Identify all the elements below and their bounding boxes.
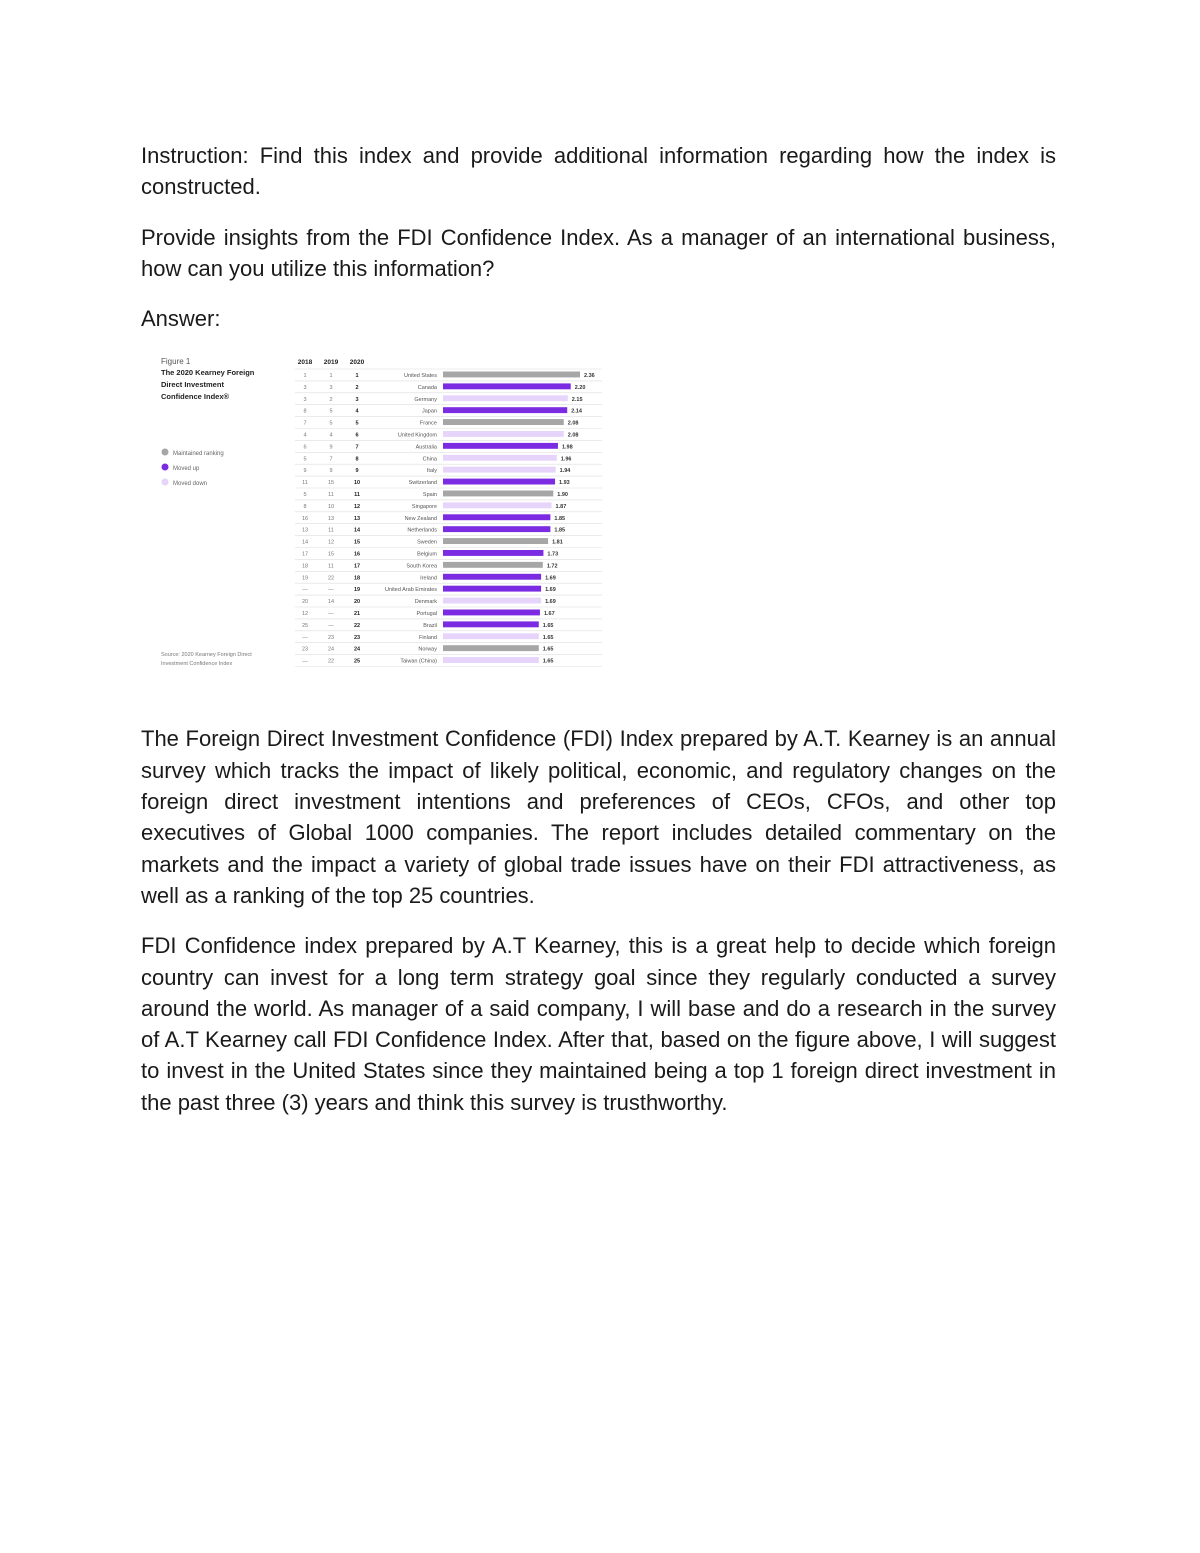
- data-bar: [443, 658, 539, 664]
- chart-title-line: Direct Investment: [161, 380, 224, 390]
- rank-2019: 11: [328, 528, 334, 535]
- source-line: Source: 2020 Kearney Foreign Direct: [161, 652, 252, 659]
- rank-2020: 16: [353, 551, 361, 558]
- rank-2020: 4: [355, 409, 359, 416]
- rank-2018: 18: [301, 563, 309, 570]
- rank-2018: 20: [301, 599, 309, 606]
- data-bar: [443, 598, 541, 604]
- value-label: 1.67: [543, 611, 555, 618]
- rank-2018: —: [302, 587, 308, 594]
- rank-2019: 12: [327, 540, 335, 547]
- rank-2019: 5: [329, 421, 333, 428]
- rank-2018: 19: [301, 575, 309, 582]
- country-label: Germany: [414, 397, 437, 404]
- rank-2019: 1: [329, 373, 333, 380]
- value-label: 1.72: [546, 563, 558, 570]
- rank-2018: 16: [301, 516, 309, 523]
- data-bar: [443, 455, 557, 461]
- answer-label: Answer:: [141, 306, 221, 332]
- rank-2020: 12: [353, 504, 361, 511]
- country-label: United Kingdom: [397, 432, 437, 439]
- rank-2020: 13: [353, 516, 361, 523]
- rank-2019: 4: [329, 432, 333, 439]
- data-bar: [443, 574, 541, 580]
- data-bar: [443, 420, 564, 426]
- value-label: 1.98: [561, 444, 573, 451]
- rank-2019: 9: [329, 444, 333, 451]
- rank-2019: 14: [327, 599, 335, 606]
- legend-swatch: [162, 449, 169, 456]
- rank-2018: 23: [301, 647, 309, 654]
- rank-2019: 5: [329, 409, 333, 416]
- rank-2020: 2: [355, 385, 359, 392]
- value-label: 1.69: [545, 587, 556, 594]
- country-label: Australia: [415, 444, 437, 451]
- country-label: Portugal: [416, 611, 437, 618]
- rank-2019: 22: [327, 659, 335, 666]
- data-bar: [443, 431, 564, 437]
- rank-2018: 11: [302, 480, 308, 487]
- rank-2020: 10: [353, 480, 361, 487]
- rank-2018: 8: [303, 504, 307, 511]
- rank-2019: —: [328, 623, 334, 630]
- rank-2019: 13: [327, 516, 335, 523]
- data-bar: [443, 479, 555, 485]
- data-bar: [443, 515, 550, 521]
- data-bar: [443, 646, 539, 652]
- rank-2019: 22: [327, 575, 335, 582]
- country-label: Netherlands: [407, 528, 437, 535]
- country-label: France: [419, 421, 437, 428]
- data-bar: [443, 384, 571, 390]
- value-label: 1.65: [542, 635, 554, 642]
- value-label: 2.36: [584, 373, 595, 380]
- rank-2020: 1: [355, 373, 359, 380]
- rank-2018: 17: [301, 551, 309, 558]
- rank-2020: 5: [355, 421, 359, 428]
- rank-2018: 9: [303, 468, 307, 475]
- chart-title-line: Confidence Index®: [161, 392, 230, 402]
- value-label: 2.14: [571, 409, 582, 416]
- legend-swatch: [162, 464, 169, 471]
- rank-2019: 3: [329, 385, 333, 392]
- year-header: 2018: [297, 359, 313, 367]
- answer-paragraph-1: The Foreign Direct Investment Confidence (FDI) Index prepared by A.T. Kearney is an annual survey which tracks the impact of likely political, economic, and regulatory changes on the foreign direct investment intentions and preferences of CEOs, CFOs, and other top executives of Global 1000 companies. The report includes detailed commentary on the markets and the impact a variety of global trade issues have on their FDI attractiveness, as well as a ranking of the top 25 countries.: [141, 726, 1056, 908]
- country-label: Canada: [417, 385, 437, 392]
- rank-2020: 14: [353, 528, 361, 535]
- rank-2020: 18: [353, 575, 361, 582]
- rank-2019: 2: [329, 397, 333, 404]
- value-label: 1.85: [554, 528, 566, 535]
- country-label: Taiwan (China): [400, 659, 437, 666]
- country-label: Finland: [418, 635, 437, 642]
- country-label: United States: [403, 373, 437, 380]
- value-label: 1.65: [542, 659, 554, 666]
- value-label: 2.08: [567, 432, 579, 439]
- value-label: 1.69: [545, 575, 556, 582]
- country-label: New Zealand: [404, 516, 437, 523]
- rank-2020: 24: [353, 647, 361, 654]
- rank-2018: 6: [303, 444, 307, 451]
- rank-2019: 24: [327, 647, 335, 654]
- rank-2018: 8: [303, 409, 307, 416]
- legend-label: Moved up: [173, 466, 200, 473]
- country-label: Norway: [418, 647, 437, 654]
- rank-2020: 15: [353, 540, 361, 547]
- data-bar: [443, 610, 540, 616]
- rank-2019: 11: [328, 563, 334, 570]
- country-label: Japan: [422, 409, 437, 416]
- source-line: Investment Confidence Index: [161, 661, 233, 668]
- legend-swatch: [162, 479, 169, 486]
- rank-2020: 20: [353, 599, 361, 606]
- rank-2020: 8: [355, 456, 359, 463]
- rank-2018: 5: [303, 492, 307, 499]
- rank-2020: 22: [353, 623, 361, 630]
- rank-2019: 7: [329, 456, 333, 463]
- data-bar: [443, 467, 556, 473]
- legend-label: Moved down: [173, 481, 208, 488]
- rank-2018: 5: [303, 456, 307, 463]
- data-bar: [443, 539, 548, 545]
- country-label: Switzerland: [408, 480, 437, 487]
- data-bar: [443, 408, 567, 414]
- figure-label: Figure 1: [161, 357, 191, 367]
- legend-label: Maintained ranking: [173, 451, 224, 458]
- value-label: 1.73: [547, 551, 559, 558]
- rank-2020: 25: [353, 659, 361, 666]
- rank-2020: 19: [353, 587, 361, 594]
- data-bar: [443, 372, 580, 378]
- value-label: 1.81: [552, 540, 563, 547]
- country-label: Italy: [426, 468, 437, 475]
- value-label: 1.87: [555, 504, 567, 511]
- rank-2018: 1: [303, 373, 307, 380]
- answer-paragraph-2: FDI Confidence index prepared by A.T Kearney, this is a great help to decide which foreign country can invest for a long term strategy goal since they regularly conducted a survey around the world. As manager of a said company, I will base and do a research in the survey of A.T Kearney call FDI Confidence Index. After that, based on the figure above, I will suggest to invest in the United States since they maintained being a top 1 foreign direct investment in the past three (3) years and think this survey is trusthworthy.: [141, 933, 1056, 1115]
- country-label: China: [422, 456, 437, 463]
- rank-2019: —: [328, 587, 334, 594]
- rank-2018: 7: [303, 421, 307, 428]
- rank-2019: 15: [327, 480, 335, 487]
- rank-2018: 25: [301, 623, 309, 630]
- rank-2018: 4: [303, 432, 307, 439]
- data-bar: [443, 443, 558, 449]
- data-bar: [443, 634, 539, 640]
- data-bar: [443, 396, 568, 402]
- country-label: Spain: [422, 492, 437, 499]
- country-label: Sweden: [417, 540, 437, 547]
- country-label: Singapore: [411, 504, 437, 511]
- rank-2020: 7: [355, 444, 359, 451]
- data-bar: [443, 622, 539, 628]
- rank-2018: 14: [301, 540, 309, 547]
- value-label: 1.85: [554, 516, 566, 523]
- document-page: [141, 140, 1056, 1137]
- rank-2018: 12: [301, 611, 309, 618]
- data-bar: [443, 550, 543, 556]
- value-label: 1.96: [560, 456, 572, 463]
- instruction-paragraph: Instruction: Find this index and provide additional information regarding how the index is constructed.: [141, 143, 1056, 200]
- value-label: 1.90: [557, 492, 569, 499]
- rank-2018: 3: [303, 385, 307, 392]
- fdi-figure: [141, 353, 1056, 693]
- rank-2020: 17: [353, 563, 361, 570]
- value-label: 2.20: [574, 385, 586, 392]
- country-label: Denmark: [414, 599, 437, 606]
- fdi-confidence-chart: [157, 353, 627, 683]
- rank-2019: 11: [328, 492, 334, 499]
- country-label: Brazil: [423, 623, 437, 630]
- data-bar: [443, 527, 550, 533]
- rank-2019: —: [328, 611, 334, 618]
- value-label: 1.93: [559, 480, 570, 487]
- rank-2018: 13: [301, 528, 309, 535]
- rank-2020: 6: [355, 432, 359, 439]
- rank-2019: 10: [327, 504, 335, 511]
- country-label: United Arab Emirates: [385, 587, 437, 594]
- chart-title-line: The 2020 Kearney Foreign: [161, 368, 255, 378]
- data-bar: [443, 503, 552, 509]
- rank-2019: 9: [329, 468, 333, 475]
- value-label: 1.94: [559, 468, 571, 475]
- value-label: 1.65: [542, 623, 554, 630]
- rank-2020: 21: [353, 611, 361, 618]
- rank-2019: 23: [327, 635, 335, 642]
- rank-2020: 9: [355, 468, 359, 475]
- rank-2020: 23: [353, 635, 361, 642]
- rank-2019: 15: [327, 551, 335, 558]
- country-label: Ireland: [420, 575, 437, 582]
- country-label: South Korea: [406, 563, 437, 570]
- value-label: 2.15: [571, 397, 583, 404]
- question-paragraph: Provide insights from the FDI Confidence Index. As a manager of an international business, how can you utilize this information?: [141, 224, 1056, 281]
- rank-2020: 11: [354, 492, 360, 499]
- country-label: Belgium: [417, 551, 437, 558]
- data-bar: [443, 491, 553, 497]
- value-label: 1.65: [542, 647, 554, 654]
- rank-2020: 3: [355, 397, 359, 404]
- data-bar: [443, 562, 543, 568]
- year-header: 2020: [349, 359, 365, 367]
- value-label: 2.08: [567, 421, 579, 428]
- data-bar: [443, 586, 541, 592]
- year-header: 2019: [323, 359, 339, 367]
- value-label: 1.69: [545, 599, 556, 606]
- rank-2018: —: [302, 635, 308, 642]
- rank-2018: —: [302, 659, 308, 666]
- rank-2018: 3: [303, 397, 307, 404]
